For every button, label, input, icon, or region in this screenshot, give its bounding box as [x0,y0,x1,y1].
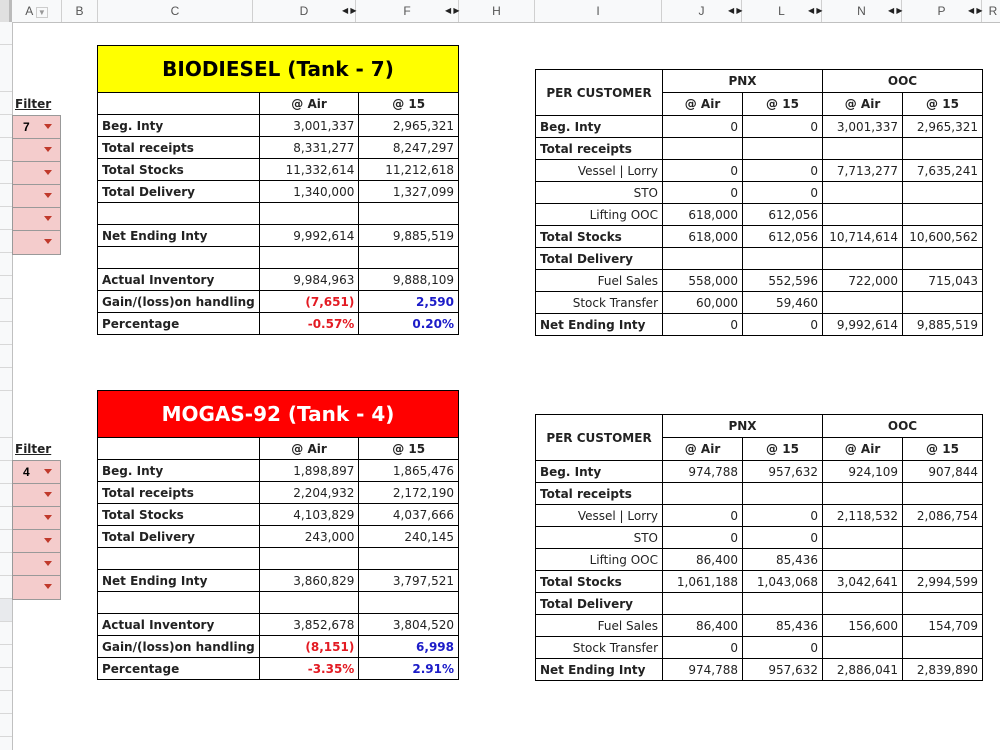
filter-dropdown[interactable] [13,507,60,530]
table-row: Lifting OOC 86,400 85,436 [536,549,983,571]
dropdown-arrow-icon[interactable] [44,492,52,497]
row-header[interactable] [0,276,12,299]
filter-dropdown[interactable] [13,484,60,507]
col-header-r[interactable]: R [988,4,998,18]
table-row: Total receipts [536,138,983,160]
table-row: Total Stocks 11,332,614 11,212,618 [98,159,459,181]
group-header-ooc[interactable]: OOC [823,70,983,93]
table-row: Net Ending Inty 9,992,614 9,885,519 [98,225,459,247]
dropdown-arrow-icon[interactable] [44,561,52,566]
row-header[interactable] [0,599,12,622]
col-header-h[interactable]: H [459,0,535,22]
col-header-j[interactable]: J [662,0,742,22]
table-row: Beg. Inty 1,898,897 1,865,476 [98,460,459,482]
group-header-pnx[interactable]: PNX [663,415,823,438]
tank-title[interactable]: MOGAS-92 (Tank - 4) [98,391,459,438]
row-header[interactable] [0,507,12,530]
row-header[interactable] [0,115,12,138]
row-header[interactable] [0,138,12,161]
mogas-tank-table [97,390,459,680]
expand-group-icon[interactable]: ◀ ▶ [728,6,743,15]
table-row: Net Ending Inty 974,788 957,632 2,886,041 2,839,890 [536,659,983,681]
row-header[interactable] [0,368,12,391]
table-row: STO 0 0 [536,527,983,549]
row-header[interactable] [0,253,12,276]
expand-group-icon[interactable]: ◀ ▶ [342,6,357,15]
filter-dropdown-group [12,115,61,255]
per-customer-header[interactable]: PER CUSTOMER [536,70,663,116]
dropdown-arrow-icon[interactable] [44,469,52,474]
dropdown-arrow-icon[interactable] [44,538,52,543]
dropdown-arrow-icon[interactable] [44,515,52,520]
row-header[interactable] [0,161,12,184]
table-row: Actual Inventory 3,852,678 3,804,520 [98,614,459,636]
table-row: Percentage -0.57% 0.20% [98,313,459,335]
group-header-ooc[interactable]: OOC [823,415,983,438]
dropdown-arrow-icon[interactable] [44,216,52,221]
table-row: Total Stocks 618,000 612,056 10,714,614 10,600,562 [536,226,983,248]
dropdown-arrow-icon[interactable] [44,170,52,175]
header-cell[interactable] [98,93,260,115]
row-header[interactable] [0,691,12,714]
table-row: Gain/(loss)on handling (7,651) 2,590 [98,291,459,313]
table-row: Total receipts [536,483,983,505]
header-cell[interactable]: @ 15 [359,93,459,115]
filter-dropdown[interactable] [13,139,60,162]
table-row: Total Delivery [536,593,983,615]
biodiesel-tank-table [97,45,459,335]
row-header[interactable] [0,22,12,45]
sub-header[interactable]: @ 15 [903,438,983,461]
filter-dropdown[interactable] [13,208,60,231]
sub-header[interactable]: @ Air [663,438,743,461]
sub-header[interactable]: @ 15 [743,93,823,116]
header-cell[interactable]: @ 15 [359,438,459,460]
table-row: Total Delivery [536,248,983,270]
table-row: STO 0 0 [536,182,983,204]
filter-dropdown[interactable] [13,553,60,576]
col-header-c[interactable]: C [98,0,253,22]
table-row: Vessel | Lorry 0 0 2,118,532 2,086,754 [536,505,983,527]
mogas-customer-table [535,414,983,681]
row-header[interactable] [0,345,12,368]
table-row: Beg. Inty 0 0 3,001,337 2,965,321 [536,116,983,138]
dropdown-arrow-icon[interactable] [44,584,52,589]
col-header-n[interactable]: N [822,0,902,22]
filter-icon[interactable]: ▼ [37,8,46,17]
table-row: Stock Transfer 60,000 59,460 [536,292,983,314]
dropdown-arrow-icon[interactable] [44,239,52,244]
table-row: Total Stocks 1,061,188 1,043,068 3,042,641 2,994,599 [536,571,983,593]
row-header[interactable] [0,668,12,691]
header-cell[interactable] [98,438,260,460]
filter-dropdown[interactable]: 4 [13,461,60,484]
expand-group-icon[interactable]: ◀ ▶ [445,6,460,15]
row-header[interactable] [0,45,12,92]
filter-dropdown-group [12,460,61,600]
col-header-f[interactable]: F [356,0,459,22]
filter-dropdown[interactable] [13,162,60,185]
header-cell[interactable]: @ Air [259,438,359,460]
table-row: Total receipts 8,331,277 8,247,297 [98,137,459,159]
table-row [98,548,459,570]
sub-header[interactable]: @ 15 [743,438,823,461]
filter-dropdown[interactable] [13,576,60,599]
dropdown-arrow-icon[interactable] [44,193,52,198]
col-header-l[interactable]: L [742,0,822,22]
dropdown-arrow-icon[interactable] [44,147,52,152]
row-header[interactable] [0,484,12,507]
row-header[interactable] [0,714,12,737]
row-header[interactable] [0,184,12,207]
group-header-pnx[interactable]: PNX [663,70,823,93]
col-header-p[interactable]: P [902,0,982,22]
header-cell[interactable]: @ Air [259,93,359,115]
expand-group-icon[interactable]: ◀ ▶ [808,6,823,15]
filter-label: Filter [15,97,52,111]
table-row: Gain/(loss)on handling (8,151) 6,998 [98,636,459,658]
row-header[interactable] [0,299,12,322]
filter-dropdown[interactable] [13,231,60,254]
select-all-corner[interactable] [0,0,12,22]
table-row: Beg. Inty 974,788 957,632 924,109 907,844 [536,461,983,483]
expand-group-icon[interactable]: ◀ ▶ [968,6,983,15]
row-header[interactable] [0,391,12,438]
table-row [98,203,459,225]
row-header[interactable] [0,645,12,668]
row-header[interactable] [0,230,12,253]
row-header[interactable] [0,92,12,115]
table-row: Vessel | Lorry 0 0 7,713,277 7,635,241 [536,160,983,182]
biodiesel-customer-table [535,69,983,336]
tank-title[interactable]: BIODIESEL (Tank - 7) [98,46,459,93]
col-header-d[interactable]: D [253,0,356,22]
filter-label: Filter [15,442,52,456]
table-row [98,247,459,269]
table-row: Net Ending Inty 3,860,829 3,797,521 [98,570,459,592]
table-row: Net Ending Inty 0 0 9,992,614 9,885,519 [536,314,983,336]
sub-header[interactable]: @ 15 [903,93,983,116]
sub-header[interactable]: @ Air [823,93,903,116]
table-row: Percentage -3.35% 2.91% [98,658,459,680]
dropdown-arrow-icon[interactable] [44,124,52,129]
table-row: Lifting OOC 618,000 612,056 [536,204,983,226]
row-header[interactable] [0,207,12,230]
filter-dropdown[interactable]: 7 [13,116,60,139]
sub-header[interactable]: @ Air [823,438,903,461]
expand-group-icon[interactable]: ◀ ▶ [888,6,903,15]
table-row: Beg. Inty 3,001,337 2,965,321 [98,115,459,137]
table-row: Total Stocks 4,103,829 4,037,666 [98,504,459,526]
filter-dropdown[interactable] [13,185,60,208]
col-header-i[interactable]: I [535,0,662,22]
row-header[interactable] [0,530,12,553]
row-header[interactable] [0,576,12,599]
col-header-b[interactable]: B [62,0,98,22]
table-row [98,592,459,614]
table-row: Stock Transfer 0 0 [536,637,983,659]
row-header[interactable] [0,553,12,576]
table-row: Total Delivery 1,340,000 1,327,099 [98,181,459,203]
table-row: Total receipts 2,204,932 2,172,190 [98,482,459,504]
row-header[interactable] [0,322,12,345]
table-row: Actual Inventory 9,984,963 9,888,109 [98,269,459,291]
row-header[interactable] [0,622,12,645]
column-header-bar [0,0,1000,23]
table-row: Fuel Sales 86,400 85,436 156,600 154,709 [536,615,983,637]
row-header[interactable] [0,438,12,461]
filter-dropdown[interactable] [13,530,60,553]
sub-header[interactable]: @ Air [663,93,743,116]
row-header[interactable] [0,461,12,484]
table-row: Total Delivery 243,000 240,145 [98,526,459,548]
per-customer-header[interactable]: PER CUSTOMER [536,415,663,461]
table-row: Fuel Sales 558,000 552,596 722,000 715,043 [536,270,983,292]
col-header-a[interactable]: A ▼ [12,0,62,22]
